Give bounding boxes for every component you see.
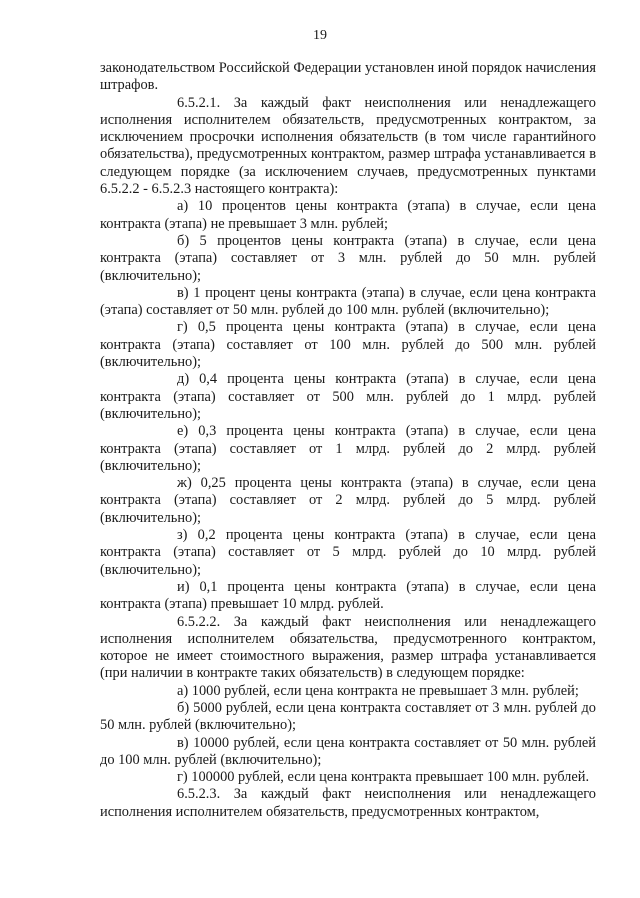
clause-6-5-2-3: 6.5.2.3. За каждый факт неисполнения или ненадлежащего исполнения исполнителем обязательств, предусмотренных контрактом,	[100, 786, 596, 820]
list-item-e: е) 0,3 процента цены контракта (этапа) в случае, если цена контракта (этапа) составляет от 1 млрд. рублей до 2 млрд. рублей (включительно);	[100, 423, 596, 474]
paragraph-continuation: законодательством Российской Федерации установлен иной порядок начисления штрафов.	[100, 60, 596, 94]
list-item-i: и) 0,1 процента цены контракта (этапа) в случае, если цена контракта (этапа) превышает 10 млрд. рублей.	[100, 578, 596, 613]
list-item-v: в) 10000 рублей, если цена контракта составляет от 50 млн. рублей до 100 млн. рублей (включительно);	[100, 734, 596, 768]
page-number: 19	[313, 28, 327, 43]
list-item-b: б) 5000 рублей, если цена контракта составляет от 3 млн. рублей до 50 млн. рублей (включительно);	[100, 699, 596, 734]
clause-6-5-2-1: 6.5.2.1. За каждый факт неисполнения или ненадлежащего исполнения исполнителем обязательств, предусмотренных контрактом, за исключением просрочки исполнения обязательств (в том числе гарантийного обязательства), предусмотренных контрактом, размер штрафа устанавливается в следующем порядке (за исключением случаев, предусмотренных пунктами 6.5.2.2 - 6.5.2.3 настоящего контракта):	[100, 94, 596, 198]
list-item-d: д) 0,4 процента цены контракта (этапа) в случае, если цена контракта (этапа) составляет от 500 млн. рублей до 1 млрд. рублей (включительно);	[100, 371, 596, 422]
clause-6-5-2-2: 6.5.2.2. За каждый факт неисполнения или ненадлежащего исполнения исполнителем обязательства, предусмотренного контрактом, которое не имеет стоимостного выражения, размер штрафа устанавливается (при наличии в контракте таких обязательств) в следующем порядке:	[100, 613, 596, 682]
list-item-a: а) 10 процентов цены контракта (этапа) в случае, если цена контракта (этапа) не превышает 3 млн. рублей;	[100, 198, 596, 232]
list-item-a: а) 1000 рублей, если цена контракта не превышает 3 млн. рублей;	[177, 682, 579, 699]
list-item-z: з) 0,2 процента цены контракта (этапа) в случае, если цена контракта (этапа) составляет от 5 млрд. рублей до 10 млрд. рублей (включительно);	[100, 527, 596, 578]
list-item-g: г) 100000 рублей, если цена контракта превышает 100 млн. рублей.	[177, 769, 590, 786]
list-item-zh: ж) 0,25 процента цены контракта (этапа) в случае, если цена контракта (этапа) составляет от 2 млрд. рублей до 5 млрд. рублей (включительно);	[100, 475, 596, 526]
list-item-v: в) 1 процент цены контракта (этапа) в случае, если цена контракта (этапа) составляет от 50 млн. рублей до 100 млн. рублей (включительно);	[100, 284, 596, 319]
list-item-b: б) 5 процентов цены контракта (этапа) в случае, если цена контракта (этапа) составляет от 3 млн. рублей до 50 млн. рублей (включительно);	[100, 232, 596, 284]
document-body	[100, 60, 596, 821]
list-item-g: г) 0,5 процента цены контракта (этапа) в случае, если цена контракта (этапа) составляет от 100 млн. рублей до 500 млн. рублей (включительно);	[100, 319, 596, 371]
